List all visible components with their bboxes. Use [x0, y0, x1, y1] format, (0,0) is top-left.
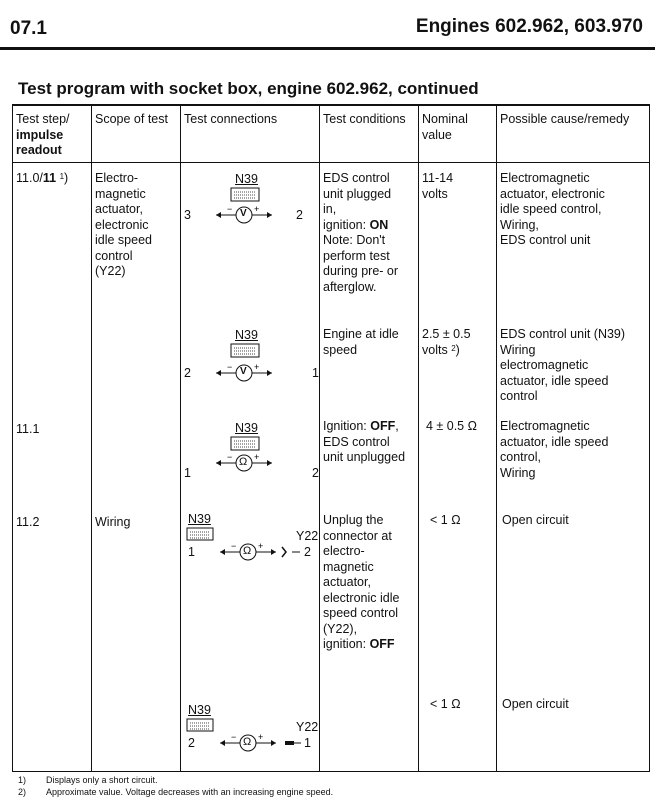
- connection-symbol: [184, 172, 324, 232]
- pin-right: 2: [296, 208, 303, 222]
- pin-left: 2: [188, 736, 195, 750]
- conditions-cell: Unplug the connector at electro- magnetic actuator, electronic idle speed control (Y22), ignition: OFF: [323, 513, 400, 651]
- conditions-cell: Ignition: OFF, EDS control unit unplugged: [323, 419, 406, 464]
- pin-right: 2: [304, 545, 311, 559]
- step-cell: 11.2: [16, 515, 40, 529]
- pin-left: 1: [188, 545, 195, 559]
- connection-symbol: [184, 328, 324, 388]
- nominal-cell: < 1 Ω: [430, 697, 461, 711]
- step-cell: 11.0/11 $^1$): [16, 171, 69, 185]
- col-header-connections: Test connections: [184, 112, 278, 126]
- svg-text:+: +: [258, 541, 264, 551]
- nominal-cell: 11-14 volts: [422, 171, 454, 201]
- socket-box-label: N39: [188, 703, 211, 717]
- connection-symbol: [184, 512, 324, 572]
- col-header-conditions: Test conditions: [323, 112, 406, 126]
- pin-right: 1: [312, 366, 319, 380]
- connection-symbol: [184, 421, 324, 481]
- svg-text:−: −: [227, 452, 233, 462]
- svg-text:+: +: [258, 732, 264, 742]
- cause-cell: EDS control unit (N39) Wiring electromagnetic actuator, idle speed control: [500, 327, 626, 403]
- connection-symbol: [184, 703, 324, 763]
- socket-box-label: N39: [235, 172, 258, 186]
- pin-right: 2: [312, 466, 319, 480]
- scope-cell: Wiring: [95, 515, 131, 529]
- voltmeter-icon: V: [240, 366, 247, 377]
- footnote: 1) Displays only a short circuit.: [18, 775, 158, 785]
- pin-left: 2: [184, 366, 191, 380]
- scope-cell: Electro- magnetic actuator, electronic idle speed control (Y22): [95, 171, 152, 278]
- socket-box-label: N39: [188, 512, 211, 526]
- test-connection-diagram: [184, 512, 324, 572]
- svg-text:+: +: [254, 204, 260, 214]
- socket-box-label: N39: [235, 328, 258, 342]
- cause-cell: Open circuit: [502, 697, 569, 711]
- conditions-cell: Engine at idle speed: [323, 327, 399, 357]
- socket-box-label: N39: [235, 421, 258, 435]
- conditions-cell: EDS control unit plugged in, ignition: ON Note: Don't perform test during pre- or afterglow.: [323, 171, 399, 294]
- voltmeter-icon: V: [240, 208, 247, 219]
- component-label: Y22: [296, 529, 319, 543]
- header-rule: [0, 47, 655, 50]
- svg-text:−: −: [227, 362, 233, 372]
- svg-text:−: −: [231, 732, 237, 742]
- col-header-test-step: Test step/ impulse readout: [16, 112, 70, 157]
- test-table: [12, 104, 650, 772]
- svg-text:−: −: [231, 541, 237, 551]
- footnote: 2) Approximate value. Voltage decreases with an increasing engine speed.: [18, 787, 334, 797]
- step-cell: 11.1: [16, 422, 40, 436]
- svg-text:+: +: [254, 362, 260, 372]
- ohmmeter-icon: Ω: [243, 545, 252, 557]
- svg-text:−: −: [227, 204, 233, 214]
- cause-cell: Electromagnetic actuator, idle speed control, Wiring: [500, 419, 609, 480]
- ohmmeter-icon: Ω: [243, 736, 252, 748]
- col-header-cause: Possible cause/remedy: [500, 112, 630, 126]
- test-connection-diagram: [184, 328, 324, 388]
- cause-cell: Open circuit: [502, 513, 569, 527]
- pin-left: 3: [184, 208, 191, 222]
- test-connection-diagram: [184, 703, 324, 763]
- ohmmeter-icon: Ω: [239, 456, 248, 468]
- nominal-cell: 4 ± 0.5 Ω: [426, 419, 477, 433]
- page-title: Test program with socket box, engine 602.962, continued: [18, 79, 479, 98]
- test-connection-diagram: [184, 421, 324, 481]
- page-number: 07.1: [10, 18, 47, 39]
- col-header-nominal: Nominal value: [422, 112, 468, 142]
- component-label: Y22: [296, 720, 319, 734]
- cause-cell: Electromagnetic actuator, electronic idle speed control, Wiring, EDS control unit: [500, 171, 605, 247]
- engines-header: Engines 602.962, 603.970: [415, 16, 643, 37]
- col-header-scope: Scope of test: [95, 112, 168, 126]
- pin-left: 1: [184, 466, 191, 480]
- header-divider: [12, 162, 650, 163]
- pin-right: 1: [304, 736, 311, 750]
- test-connection-diagram: [184, 172, 324, 232]
- nominal-cell: 2.5 ± 0.5 volts $^2$): [422, 327, 471, 357]
- svg-text:+: +: [254, 452, 260, 462]
- nominal-cell: < 1 Ω: [430, 513, 461, 527]
